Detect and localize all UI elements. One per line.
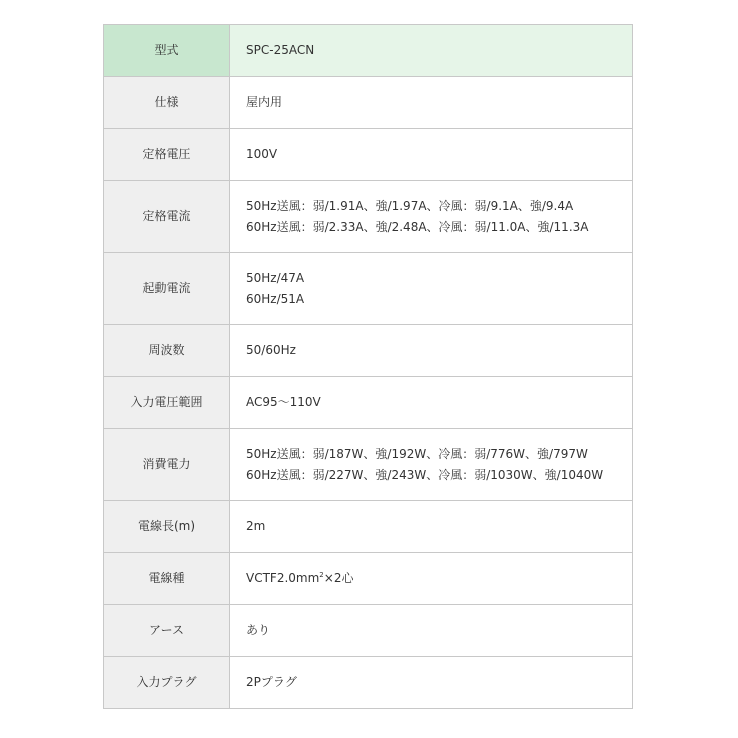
spec-row-cord-type <box>104 553 633 605</box>
power-consumption-50hz: 50Hz送風：弱/187W、強/192W、冷風：弱/776W、強/797W <box>246 446 588 461</box>
spec-label-earth: アース <box>104 605 230 657</box>
spec-value-model: SPC-25ACN <box>230 25 633 77</box>
spec-row-rated-voltage <box>104 129 633 181</box>
spec-value-starting-current <box>230 253 633 325</box>
cord-type-prefix: VCTF2.0mm <box>246 571 320 585</box>
spec-table <box>103 24 633 709</box>
spec-label-starting-current: 起動電流 <box>104 253 230 325</box>
spec-row-input-plug <box>104 657 633 709</box>
spec-label-cord-length: 電線長(m) <box>104 501 230 553</box>
spec-value-input-plug: 2Pプラグ <box>230 657 633 709</box>
spec-label-rated-voltage: 定格電圧 <box>104 129 230 181</box>
spec-value-cord-type <box>230 553 633 605</box>
cord-type-suffix: ×2心 <box>323 571 354 585</box>
spec-label-power-consumption: 消費電力 <box>104 429 230 501</box>
spec-value-usage: 屋内用 <box>230 77 633 129</box>
spec-label-model: 型式 <box>104 25 230 77</box>
spec-value-input-voltage-range: AC95〜110V <box>230 377 633 429</box>
spec-label-usage: 仕様 <box>104 77 230 129</box>
spec-row-model <box>104 25 633 77</box>
power-consumption-60hz: 60Hz送風：弱/227W、強/243W、冷風：弱/1030W、強/1040W <box>246 467 604 482</box>
spec-value-rated-voltage: 100V <box>230 129 633 181</box>
spec-row-input-voltage-range <box>104 377 633 429</box>
spec-row-earth <box>104 605 633 657</box>
starting-current-60hz: 60Hz/51A <box>246 291 305 306</box>
spec-label-frequency: 周波数 <box>104 325 230 377</box>
spec-value-cord-length: 2m <box>230 501 633 553</box>
spec-label-input-voltage-range: 入力電圧範囲 <box>104 377 230 429</box>
spec-row-power-consumption <box>104 429 633 501</box>
spec-label-rated-current: 定格電流 <box>104 181 230 253</box>
cord-type-superscript: 2 <box>319 571 324 579</box>
rated-current-60hz: 60Hz送風：弱/2.33A、強/2.48A、冷風：弱/11.0A、強/11.3A <box>246 219 589 234</box>
spec-row-cord-length <box>104 501 633 553</box>
spec-value-power-consumption <box>230 429 633 501</box>
rated-current-50hz: 50Hz送風：弱/1.91A、強/1.97A、冷風：弱/9.1A、強/9.4A <box>246 198 574 213</box>
spec-value-frequency: 50/60Hz <box>230 325 633 377</box>
spec-label-input-plug: 入力プラグ <box>104 657 230 709</box>
starting-current-50hz: 50Hz/47A <box>246 270 305 285</box>
spec-label-cord-type: 電線種 <box>104 553 230 605</box>
spec-row-frequency <box>104 325 633 377</box>
spec-row-starting-current <box>104 253 633 325</box>
spec-value-rated-current <box>230 181 633 253</box>
spec-value-earth: あり <box>230 605 633 657</box>
spec-row-rated-current <box>104 181 633 253</box>
spec-row-usage <box>104 77 633 129</box>
